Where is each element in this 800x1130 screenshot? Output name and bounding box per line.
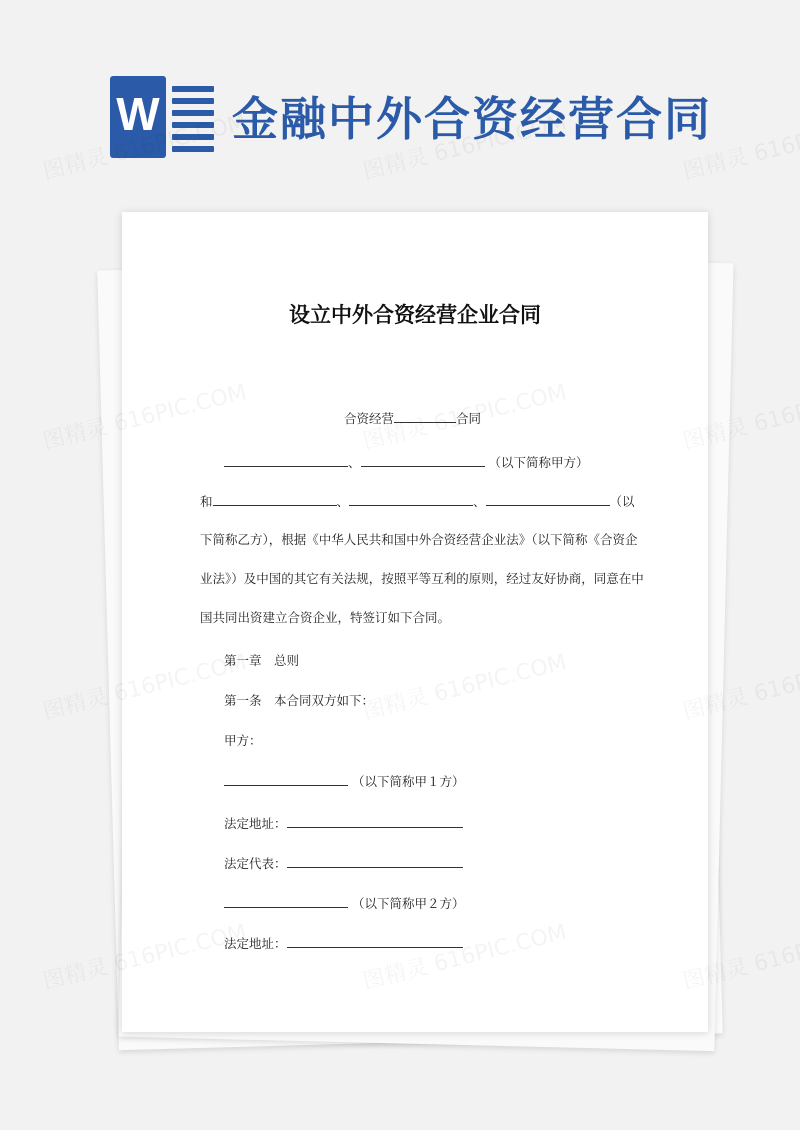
blank-field	[486, 491, 610, 506]
banner-title: 金融中外合资经营合同	[232, 92, 712, 146]
contract-subtitle: 合资经营 合同	[344, 408, 481, 429]
blank-field	[349, 491, 473, 506]
party-a-label: 甲方：	[224, 733, 262, 748]
party-a-line: 、 （以下简称甲方）	[224, 452, 589, 473]
blank-field	[394, 408, 456, 423]
article-heading: 第一条 本合同双方如下：	[224, 693, 375, 708]
party-b-line: 和 、 、 （以	[200, 491, 635, 512]
blank-field	[213, 491, 337, 506]
word-icon-letter: W	[116, 88, 160, 140]
word-document-icon	[110, 76, 214, 158]
party-a1-line: （以下简称甲１方）	[224, 771, 465, 792]
banner	[0, 0, 800, 200]
legal-address-line-2: 法定地址：	[224, 933, 463, 954]
paragraph-line: 下简称乙方），根据《中华人民共和国中外合资经营企业法》（以下简称《合资企	[200, 532, 638, 547]
blank-field	[361, 452, 485, 467]
blank-field	[224, 452, 348, 467]
legal-representative-line: 法定代表：	[224, 853, 463, 874]
blank-field	[224, 771, 348, 786]
document-title: 设立中外合资经营企业合同	[289, 303, 541, 327]
chapter-heading: 第一章 总则	[224, 653, 300, 668]
blank-field	[287, 813, 463, 828]
blank-field	[224, 893, 348, 908]
legal-address-line: 法定地址：	[224, 813, 463, 834]
blank-field	[287, 933, 463, 948]
paragraph-line: 业法》）及中国的其它有关法规，按照平等互利的原则，经过友好协商，同意在中	[200, 571, 644, 586]
party-a2-line: （以下简称甲２方）	[224, 893, 465, 914]
blank-field	[287, 853, 463, 868]
paragraph-line: 国共同出资建立合资企业，特签订如下合同。	[200, 610, 451, 625]
document-page	[122, 212, 708, 1032]
